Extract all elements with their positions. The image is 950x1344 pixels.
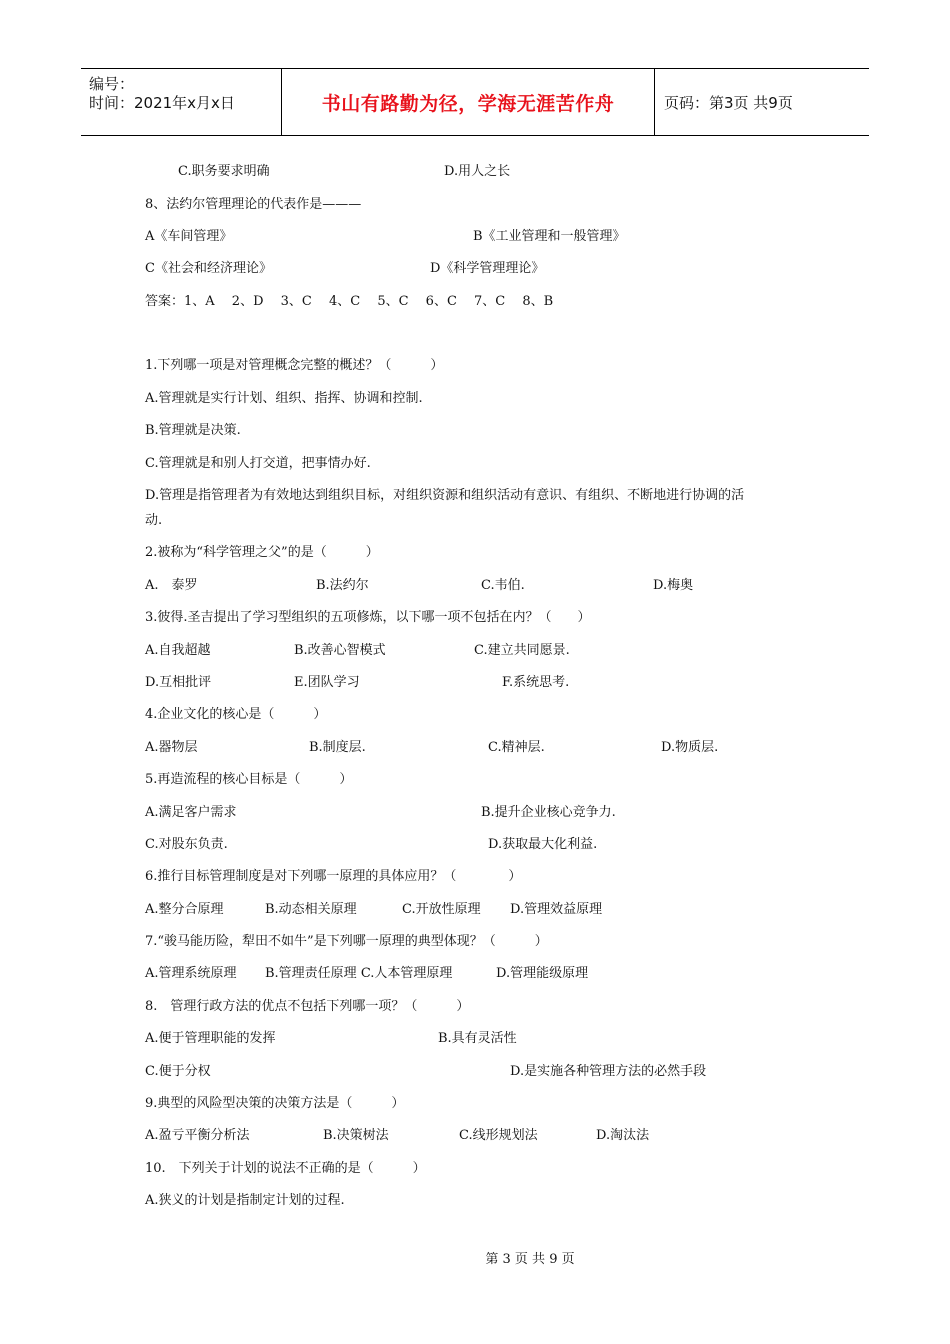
text-line: B.提升企业核心竞争力.: [481, 805, 616, 820]
text-line: D.管理效益原理: [510, 902, 603, 917]
header-meta: [81, 69, 281, 135]
text-line: A.管理就是实行计划、组织、指挥、协调和控制.: [145, 391, 423, 406]
text-line: 10. 下列关于计划的说法不正确的是（ ）: [145, 1161, 426, 1176]
text-line: 动.: [145, 513, 163, 528]
text-line: F.系统思考.: [502, 675, 570, 690]
text-line: B.决策树法: [323, 1128, 389, 1143]
text-line: E.团队学习: [294, 675, 360, 690]
text-line: C.职务要求明确: [178, 164, 270, 179]
text-line: B.管理责任原理 C.人本管理原理: [265, 966, 453, 981]
text-line: 3.彼得.圣吉提出了学习型组织的五项修炼，以下哪一项不包括在内？（ ）: [145, 610, 591, 625]
text-line: B.改善心智模式: [294, 643, 386, 658]
text-line: D.淘汰法: [596, 1128, 650, 1143]
text-line: A.整分合原理: [145, 902, 224, 917]
text-line: 1.下列哪一项是对管理概念完整的概述？（ ）: [145, 358, 444, 373]
document-number: 编号：: [89, 75, 135, 93]
text-line: B.制度层.: [309, 740, 366, 755]
text-line: C.开放性原理: [402, 902, 481, 917]
text-line: 6.推行目标管理制度是对下列哪一原理的具体应用？（ ）: [145, 869, 522, 884]
text-line: A.便于管理职能的发挥: [145, 1031, 276, 1046]
header-motto: 书山有路勤为径，学海无涯苦作舟: [321, 92, 615, 115]
text-line: 答案：1、A 2、D 3、C 4、C 5、C 6、C 7、C 8、B: [145, 294, 554, 309]
text-line: B.管理就是决策.: [145, 423, 241, 438]
text-line: 7.“骏马能历险，犁田不如牛”是下列哪一原理的典型体现？（ ）: [145, 934, 548, 949]
text-line: A.管理系统原理: [145, 966, 237, 981]
text-line: D《科学管理理论》: [430, 261, 545, 276]
text-line: 8. 管理行政方法的优点不包括下列哪一项？（ ）: [145, 999, 470, 1014]
header-page-cell: [654, 69, 869, 135]
header-page-info: 页码：第3页 共9页: [664, 93, 793, 112]
page-footer: 第 3 页 共 9 页: [485, 1252, 575, 1267]
text-line: A.自我超越: [145, 643, 211, 658]
header-motto-cell: [281, 69, 655, 135]
text-line: A.盈亏平衡分析法: [145, 1128, 250, 1143]
text-line: 2.被称为“科学管理之父”的是（ ）: [145, 545, 379, 560]
text-line: C《社会和经济理论》: [145, 261, 272, 276]
text-line: B.法约尔: [316, 578, 369, 593]
text-line: A. 泰罗: [145, 578, 198, 593]
text-line: B.具有灵活性: [438, 1031, 517, 1046]
text-line: B.动态相关原理: [265, 902, 357, 917]
text-line: D.用人之长: [444, 164, 511, 179]
text-line: C.线形规划法: [459, 1128, 538, 1143]
text-line: 5.再造流程的核心目标是（ ）: [145, 772, 353, 787]
text-line: C.精神层.: [488, 740, 545, 755]
text-line: C.对股东负责.: [145, 837, 228, 852]
text-line: B《工业管理和一般管理》: [473, 229, 626, 244]
text-line: A.满足客户需求: [145, 805, 237, 820]
document-header: [81, 68, 869, 136]
text-line: D.物质层.: [661, 740, 719, 755]
text-line: C.管理就是和别人打交道，把事情办好.: [145, 456, 371, 471]
text-line: D.是实施各种管理方法的必然手段: [510, 1064, 707, 1079]
text-line: A.器物层: [145, 740, 198, 755]
text-line: D.管理是指管理者为有效地达到组织目标，对组织资源和组织活动有意识、有组织、不断地进行协调的活: [145, 488, 745, 503]
text-line: D.互相批评: [145, 675, 212, 690]
text-line: A.狭义的计划是指制定计划的过程.: [145, 1193, 345, 1208]
text-line: A《车间管理》: [145, 229, 233, 244]
text-line: 8、法约尔管理理论的代表作是———: [145, 197, 362, 212]
text-line: D.管理能级原理: [496, 966, 589, 981]
document-time: 时间：2021年x月x日: [89, 94, 235, 112]
text-line: 4.企业文化的核心是（ ）: [145, 707, 327, 722]
text-line: C.便于分权: [145, 1064, 211, 1079]
text-line: 9.典型的风险型决策的决策方法是（ ）: [145, 1096, 405, 1111]
text-line: C.建立共同愿景.: [474, 643, 570, 658]
text-line: C.韦伯.: [481, 578, 525, 593]
text-line: D.获取最大化利益.: [488, 837, 598, 852]
text-line: D.梅奥: [653, 578, 694, 593]
